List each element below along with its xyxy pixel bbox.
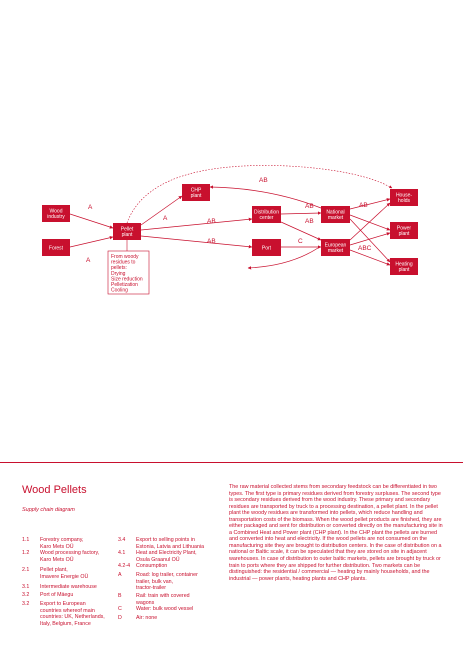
node-label: plant (121, 232, 133, 239)
node-label: National (326, 209, 345, 216)
node-number: 4.4 (411, 251, 418, 257)
note-line: pellets: (111, 265, 127, 272)
edge-label: AB (259, 177, 268, 184)
node-label: Wood (49, 208, 63, 215)
note-line: Drying (111, 270, 126, 277)
node-label: Port (261, 245, 272, 252)
legend-code: A (118, 572, 122, 578)
legend-text (40, 592, 122, 599)
legend-code: 1.2 (22, 550, 30, 556)
edge-european-heating-plant (350, 250, 390, 265)
legend-line: Air: none (136, 615, 158, 621)
edge-national-power-plant (350, 215, 390, 230)
edge-pellet-plant-distribution (141, 219, 252, 230)
legend-line: wagons (136, 599, 155, 606)
node-number: 4.2 (411, 182, 418, 188)
node-label: holds (398, 198, 410, 205)
legend-line: Rail: train with covered (136, 593, 190, 599)
legend-line: Estonia, Latvia and Lithuania (136, 543, 205, 550)
legend-text (136, 593, 218, 606)
node-number: 3.3 (342, 233, 349, 239)
node-number: 4.3 (411, 215, 418, 221)
node-number: 3.4 (342, 200, 349, 206)
legend-line: Forestry company, (40, 537, 84, 543)
node-label: Heating (395, 261, 413, 268)
legend-code: C (118, 606, 122, 612)
edge-pellet-plant-port (141, 236, 252, 247)
node-label: center (259, 215, 274, 222)
page-title: Wood Pellets (22, 484, 87, 496)
legend-text (136, 615, 218, 622)
legend-code: 3.1 (22, 584, 30, 590)
node-number: 3.1 (273, 200, 280, 206)
note-line: Size reduction (111, 276, 143, 283)
node-number: 4.1 (203, 178, 210, 184)
legend-line: Wood processing factory, (40, 550, 100, 556)
node-number: 1.1 (63, 199, 70, 205)
node-number: 2.1 (134, 217, 141, 223)
node-pellet-plant (113, 217, 141, 240)
node-households (390, 182, 418, 206)
node-label: Forest (48, 245, 64, 252)
edge-label: AB (207, 238, 216, 245)
legend-text (40, 567, 122, 580)
edge-label: ABC (358, 245, 372, 252)
legend-text (136, 563, 218, 570)
node-number: 1.2 (63, 233, 70, 239)
legend-text (40, 584, 122, 591)
edge-label: C (298, 238, 303, 245)
section-divider (0, 462, 463, 463)
node-number: 3.2 (273, 233, 280, 239)
legend-text (136, 537, 218, 550)
legend-line: Karo Mets OÜ (40, 543, 74, 550)
legend-text (136, 572, 218, 592)
edge-wood-industry-pellet-plant (70, 214, 113, 228)
note-line: Cooling (111, 287, 128, 294)
legend-line: Pellet plant, (40, 567, 68, 573)
edge-pellet-plant-chp-plant (141, 196, 182, 225)
edge-national-households (350, 199, 390, 209)
legend-code: 1.1 (22, 537, 30, 543)
legend-code: D (118, 615, 122, 621)
node-wood-industry (42, 199, 70, 222)
edge-label: AB (305, 218, 314, 225)
edge-distribution-national (281, 213, 321, 214)
description-text: The raw material collected stems from secondary feedstock can be differentiated in two types. The first type is primary residues derived from forestry surpluses. The second type is secondary residues derived from the wood industry. These primary and secondary residues are transported by truck to a processing destination, a pellet plant. In the pellet plant the woody residues are transformed into pellets, which reduce handling and transportation costs of the biomass. When the wood pellet products are finished, they are either packaged and sent for distribution or converted directly on the manufacturing site in a Combined Heat and Power plant (CHP plant). In the CHP plant the pellets are burned and converted into heat and electricity. If the wood pellets are not consumed on the manufacturing site they are brought to distribution centers. In the case of distribution on a national or Baltic scale, it can be speculated that they are stored on site in adjacent warehouses. In case of distribution to outer baltic markets, pellets are brought by truck or train to ports where they are shipped for further distribution. Two markets can be distinguished: the residential / commercial — heating by mainly households, and the industrial — power plants, heating plants and CHP plants. (229, 484, 443, 582)
legend-code: B (118, 593, 122, 599)
legend-line: Road: log trailer, container (136, 572, 198, 578)
edge-label: A (163, 215, 168, 222)
legend-line: Export to selling points in (136, 537, 195, 543)
legend-line: countries: UK, Netherlands, (40, 614, 105, 621)
edge-forest-pellet-plant (70, 237, 113, 247)
edge-label: AB (305, 203, 314, 210)
node-label: market (327, 215, 344, 222)
legend-line: Export to European (40, 601, 86, 607)
node-label: industry (47, 214, 65, 221)
node-heating-plant (390, 251, 418, 275)
node-label: European (324, 242, 347, 249)
process-note (108, 251, 149, 294)
legend-code: 4.2-4 (118, 563, 131, 569)
node-forest (42, 233, 70, 256)
legend-line: countries whereof main (40, 607, 95, 614)
legend-line: tractor-trailer (136, 585, 167, 592)
legend-line: Karo Mets OÜ (40, 556, 74, 563)
legend-line: Water: bulk wood vessel (136, 606, 194, 612)
edge-label: A (88, 204, 93, 211)
legend-line: Osula Graanul OÜ (136, 556, 180, 563)
legend-text (40, 550, 122, 563)
legend-text (40, 601, 122, 627)
page-subtitle: Supply chain diagram (22, 507, 75, 513)
note-line: residues to (111, 259, 136, 266)
note-line: Pelletization (111, 282, 138, 288)
legend-code: 4.1 (118, 550, 126, 556)
node-distribution-center (252, 200, 281, 223)
node-label: plant (190, 193, 202, 200)
legend-line: Italy, Belgium, France (40, 620, 91, 627)
legend-text (136, 606, 218, 613)
note-line: From woody (111, 254, 139, 260)
legend-code: 3.2 (22, 601, 30, 607)
legend-code: 3.4 (118, 537, 126, 543)
node-port (252, 233, 281, 256)
node-label: Distribution (253, 209, 280, 216)
node-power-plant (390, 215, 418, 239)
legend-line: Heat and Electricity Plant, (136, 550, 197, 556)
legend-text (40, 537, 122, 550)
node-chp-plant (182, 178, 210, 201)
node-label: market (327, 248, 344, 255)
node-label: House- (395, 192, 413, 199)
node-european-market (321, 233, 350, 256)
node-national-market (321, 200, 350, 223)
node-label: Power (396, 225, 412, 232)
legend-line: trailer, bulk van, (136, 578, 174, 585)
node-label: plant (398, 231, 410, 238)
node-label: plant (398, 267, 410, 274)
node-label: Pellet (120, 226, 134, 233)
edge-label: A (86, 257, 91, 264)
edge-label: AB (207, 218, 216, 225)
legend-line: Intermediate warehouse (40, 584, 97, 590)
legend-code: 3.2 (22, 592, 30, 598)
node-label: CHP (190, 187, 202, 194)
legend-line: Imavere Energie OÜ (40, 573, 89, 580)
legend-code: 2.1 (22, 567, 30, 573)
legend-text (136, 550, 218, 563)
edge-national-heating-plant (350, 219, 390, 262)
edge-label: AB (359, 202, 368, 209)
legend-line: Consumption (136, 563, 168, 569)
legend-line: Port of Mäegu (40, 592, 74, 598)
